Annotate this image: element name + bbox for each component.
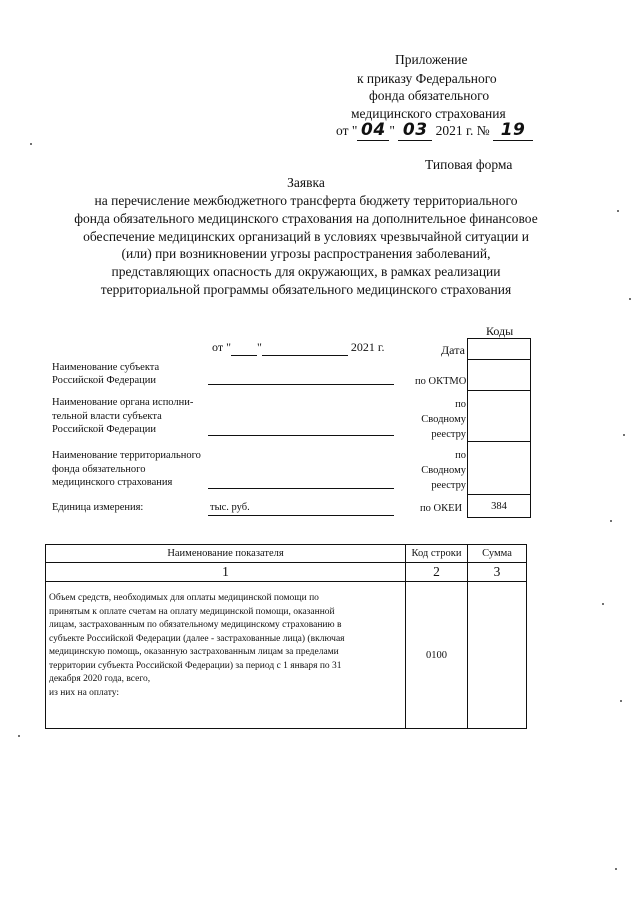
authority-label [52, 396, 193, 437]
appendix-title: Приложение [395, 52, 468, 67]
svod-label-line: по [455, 450, 466, 461]
row-text-line: из них на оплату: [49, 687, 120, 698]
request-word: Заявка [287, 175, 325, 190]
date-label: Дата [441, 343, 465, 357]
fund-label-line: Наименование территориального [52, 450, 201, 461]
order-number: 19 [493, 120, 533, 141]
code-oktmo-cell[interactable] [468, 360, 531, 391]
title-line: обеспечение медицинских организаций в условиях чрезвычайной ситуации и [83, 228, 529, 244]
appendix-line3: медицинского страхования [351, 106, 506, 121]
unit-value: тыс. руб. [210, 502, 250, 513]
svod1-label [410, 397, 466, 442]
authority-field[interactable] [208, 435, 394, 436]
request-title [0, 192, 612, 299]
okei-label: по ОКЕИ [420, 503, 463, 514]
date-mid: " [389, 123, 399, 138]
subject-label-line: Наименование субъекта [52, 362, 160, 373]
title-line: (или) при возникновении угрозы распространения заболеваний, [121, 246, 491, 262]
subject-label [52, 361, 159, 387]
codes-table [467, 338, 531, 518]
title-line: представляющих опасность для окружающих, в рамках реализации [111, 264, 501, 280]
svod-label-line: реестру [431, 480, 466, 491]
row-text-line: лицам, застрахованным по обязательному медицинскому страхованию в [49, 620, 342, 630]
date-line-prefix: от " [212, 340, 231, 354]
date-month: 03 [398, 120, 432, 141]
oktmo-label: по ОКТМО [415, 376, 467, 387]
col-number-1: 1 [46, 563, 406, 582]
svod-label-line: Сводному [421, 465, 466, 476]
header-indicator: Наименование показателя [46, 545, 406, 563]
svod-label-line: Сводному [421, 414, 466, 425]
indicator-table [45, 544, 527, 729]
appendix-line1: к приказу Федерального [357, 71, 497, 86]
col-number-3: 3 [468, 563, 527, 582]
title-line: фонда обязательного медицинского страхования на дополнительное финансовое [74, 210, 538, 226]
subject-label-line: Российской Федерации [52, 375, 156, 386]
date-line-mid: " [256, 340, 262, 354]
date-day: 04 [357, 120, 389, 141]
codes-label: Коды [486, 324, 514, 338]
fund-label [52, 449, 201, 490]
row-text-line: принятым к оплате счетам на оплату медицинской помощи, оказанной [49, 606, 335, 617]
row-sum[interactable] [468, 582, 527, 729]
authority-label-line: тельной власти субъекта [52, 410, 162, 422]
header-code: Код строки [406, 545, 468, 563]
header-sum: Сумма [468, 545, 527, 563]
row-text-line: Объем средств, необходимых для оплаты медицинской помощи по [49, 593, 319, 603]
fund-label-line: медицинского страхования [52, 477, 173, 488]
code-date-cell[interactable] [468, 339, 531, 360]
date-year: 2021 г. № [432, 123, 490, 138]
unit-underline [208, 515, 394, 516]
subject-field[interactable] [208, 384, 394, 385]
authority-label-line: Наименование органа исполни- [52, 397, 194, 408]
row-text-line: территории субъекта Российской Федерации) за период с 1 января по 31 [49, 660, 342, 671]
svod-label-line: по [455, 399, 466, 410]
code-svod2-cell[interactable] [468, 442, 531, 495]
date-line-year: 2021 г. [350, 340, 385, 354]
date-prefix: от " [336, 123, 358, 138]
appendix-line2: фонда обязательного [369, 88, 490, 103]
fund-field[interactable] [208, 488, 394, 489]
authority-label-line: Российской Федерации [52, 424, 156, 435]
form-type: Типовая форма [425, 157, 513, 172]
svod-label-line: реестру [431, 429, 466, 440]
row-text-line: субъекте Российской Федерации (далее - застрахованные лица) (включая [49, 633, 345, 644]
fund-label-line: фонда обязательного [52, 463, 146, 475]
row-text-line: декабря 2020 года, всего, [49, 674, 151, 684]
code-okei-cell: 384 [468, 495, 531, 518]
svod2-label [410, 448, 466, 493]
date-line [212, 340, 384, 356]
row-text [46, 582, 406, 729]
appendix-date [336, 120, 533, 141]
title-line: на перечисление межбюджетного трансферта бюджету территориального [94, 193, 518, 208]
row-text-line: медицинскую помощь, оказанную застрахованным лицам за пределами [49, 647, 339, 657]
code-svod1-cell[interactable] [468, 391, 531, 442]
unit-label: Единица измерения: [52, 502, 144, 513]
row-code: 0100 [406, 582, 468, 729]
title-line: территориальной программы обязательного медицинского страхования [100, 281, 512, 297]
col-number-2: 2 [406, 563, 468, 582]
